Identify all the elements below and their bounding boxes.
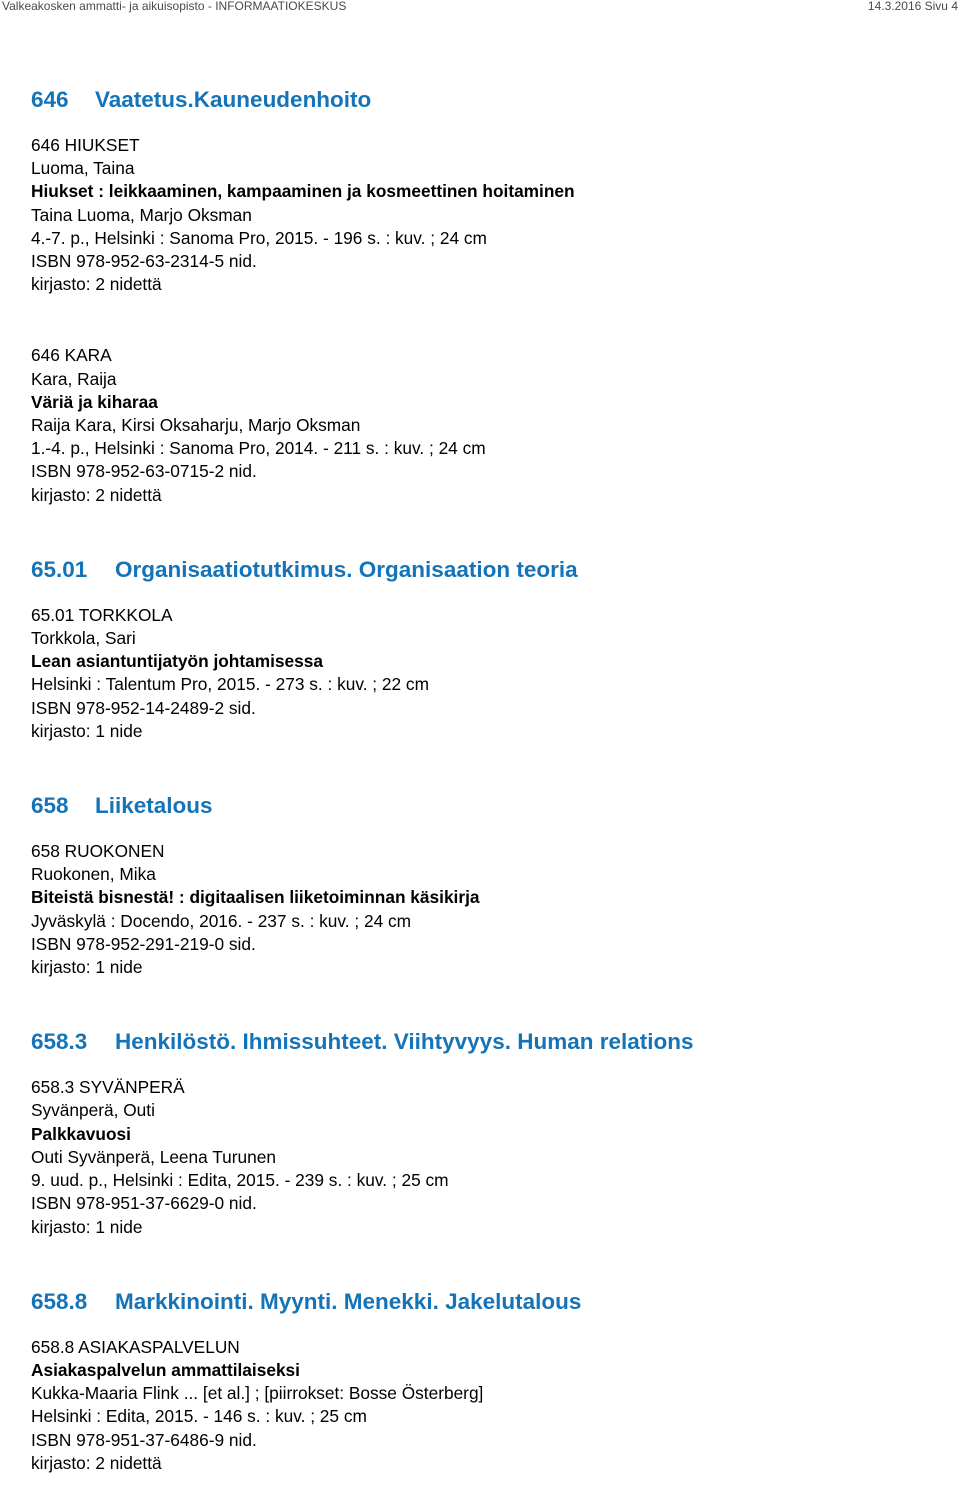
isbn: ISBN 978-952-291-219-0 sid. (31, 933, 256, 954)
catalog-entry (31, 1336, 931, 1475)
section-number: 65.01 (31, 556, 88, 582)
catalog-entry (31, 134, 931, 296)
section-heading (31, 85, 931, 115)
book-title: Väriä ja kiharaa (31, 391, 158, 412)
section-name: Liiketalous (95, 793, 213, 819)
catalog-entry (31, 840, 931, 979)
holdings: kirjasto: 2 nidettä (31, 484, 162, 505)
shelf-mark: 658 RUOKONEN (31, 841, 165, 862)
publication: 9. uud. p., Helsinki : Edita, 2015. - 239 s. : kuv. ; 25 cm (31, 1170, 449, 1191)
author: Kara, Raija (31, 368, 117, 389)
isbn: ISBN 978-952-14-2489-2 sid. (31, 697, 256, 718)
section-number: 658.3 (31, 1029, 88, 1055)
responsibility: Kukka-Maaria Flink ... [et al.] ; [piirrokset: Bosse Österberg] (31, 1383, 484, 1404)
book-title: Palkkavuosi (31, 1123, 131, 1144)
shelf-mark: 658.8 ASIAKASPALVELUN (31, 1336, 240, 1357)
author: Syvänperä, Outi (31, 1100, 155, 1121)
shelf-mark: 658.3 SYVÄNPERÄ (31, 1077, 185, 1098)
page-header (0, 0, 960, 14)
catalog-entry (31, 1076, 931, 1238)
catalog-entry (31, 604, 931, 743)
publication: 4.-7. p., Helsinki : Sanoma Pro, 2015. - 196 s. : kuv. ; 24 cm (31, 227, 487, 248)
section-number: 658 (31, 793, 69, 819)
holdings: kirjasto: 2 nidettä (31, 274, 162, 295)
book-title: Lean asiantuntijatyön johtamisessa (31, 651, 323, 672)
catalog-entry (31, 344, 931, 506)
section-name: Organisaatiotutkimus. Organisaation teoria (115, 556, 578, 582)
section-number: 658.8 (31, 1288, 88, 1314)
shelf-mark: 646 HIUKSET (31, 135, 140, 155)
shelf-mark: 646 KARA (31, 345, 112, 366)
author: Ruokonen, Mika (31, 864, 156, 885)
section-name: Markkinointi. Myynti. Menekki. Jakelutalous (115, 1288, 582, 1314)
section-heading (31, 555, 931, 585)
section-heading (31, 791, 931, 821)
publication: Helsinki : Talentum Pro, 2015. - 273 s. : kuv. ; 22 cm (31, 674, 429, 695)
section-heading (31, 1027, 931, 1057)
author: Torkkola, Sari (31, 628, 136, 649)
book-title: Asiakaspalvelun ammattilaiseksi (31, 1359, 300, 1380)
section-heading (31, 1287, 931, 1317)
section-number: 646 (31, 87, 69, 112)
holdings: kirjasto: 1 nide (31, 957, 143, 978)
section-name: Vaatetus.Kauneudenhoito (95, 87, 372, 112)
publication: Jyväskylä : Docendo, 2016. - 237 s. : kuv. ; 24 cm (31, 910, 412, 931)
header-institution: Valkeakosken ammatti- ja aikuisopisto - INFORMAATIOKESKUS (2, 0, 347, 13)
isbn: ISBN 978-952-63-2314-5 nid. (31, 251, 257, 272)
author: Luoma, Taina (31, 158, 135, 179)
publication: Helsinki : Edita, 2015. - 146 s. : kuv. ; 25 cm (31, 1406, 367, 1427)
responsibility: Outi Syvänperä, Leena Turunen (31, 1146, 276, 1167)
header-date-page: 14.3.2016 Sivu 4 (867, 0, 958, 13)
publication: 1.-4. p., Helsinki : Sanoma Pro, 2014. - 211 s. : kuv. ; 24 cm (31, 438, 486, 459)
isbn: ISBN 978-952-63-0715-2 nid. (31, 461, 257, 482)
catalog-list (31, 85, 931, 1475)
holdings: kirjasto: 2 nidettä (31, 1452, 162, 1473)
responsibility: Raija Kara, Kirsi Oksaharju, Marjo Oksman (31, 415, 361, 436)
responsibility: Taina Luoma, Marjo Oksman (31, 204, 252, 225)
section-name: Henkilöstö. Ihmissuhteet. Viihtyvyys. Human relations (115, 1029, 694, 1055)
isbn: ISBN 978-951-37-6629-0 nid. (31, 1193, 257, 1214)
holdings: kirjasto: 1 nide (31, 1216, 143, 1237)
book-title: Biteistä bisnestä! : digitaalisen liiketoiminnan käsikirja (31, 887, 480, 908)
shelf-mark: 65.01 TORKKOLA (31, 604, 173, 625)
holdings: kirjasto: 1 nide (31, 720, 143, 741)
isbn: ISBN 978-951-37-6486-9 nid. (31, 1429, 257, 1450)
book-title: Hiukset : leikkaaminen, kampaaminen ja kosmeettinen hoitaminen (31, 181, 575, 202)
